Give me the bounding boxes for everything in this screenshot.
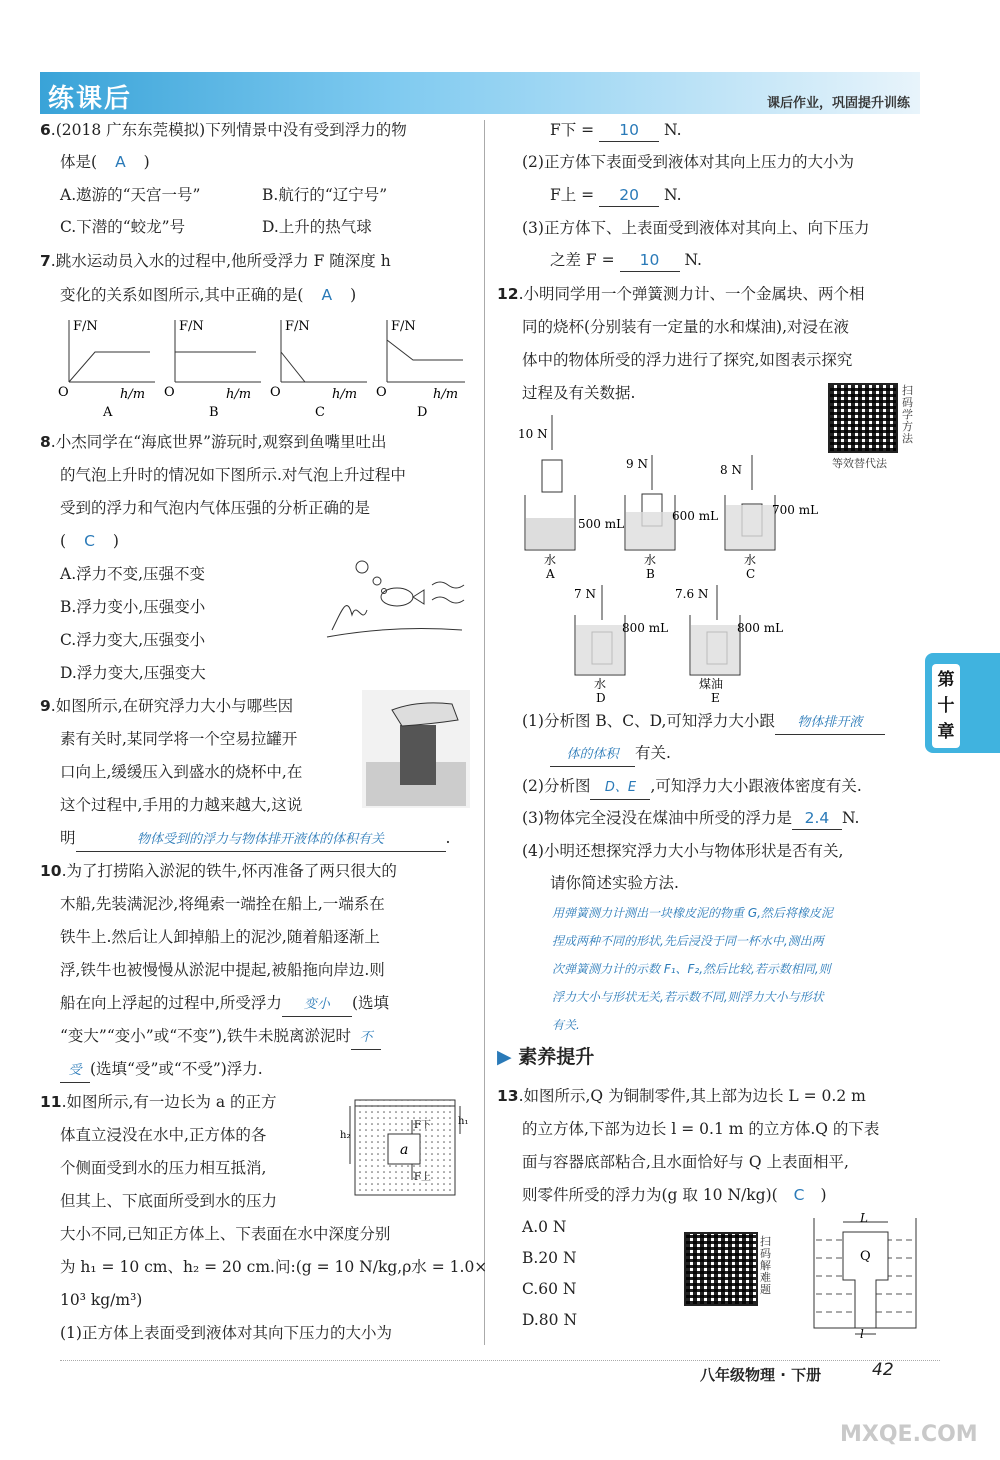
graph-d-xlabel: h/m <box>433 387 459 402</box>
q6-answer: A <box>115 153 126 171</box>
q10-answer2b: 受 <box>60 1060 90 1083</box>
q10-line2: 木船,先装满泥沙,将绳索一端拴在船上,一端系在 <box>60 895 385 913</box>
q12-qr-code[interactable] <box>828 383 898 453</box>
graph-d-origin: O <box>376 385 387 400</box>
footer-rule <box>60 1360 940 1362</box>
chapter-tab-label: 第十章 <box>932 664 960 748</box>
beaker-a-force: 10 N <box>518 427 548 441</box>
q10-answer1: 变小 <box>282 994 352 1017</box>
q13-line4: 则零件所受的浮力为(g 取 10 N/kg)( C ) <box>522 1186 827 1204</box>
graph-a-ylabel: F/N <box>73 319 98 334</box>
q9-line1: 9.如图所示,在研究浮力大小与哪些因 <box>40 697 294 715</box>
q12-line4: 过程及有关数据. <box>522 384 636 402</box>
beaker-c <box>720 455 818 581</box>
q13-option-a: A.0 N <box>522 1218 567 1236</box>
q13-container-figure <box>808 1210 923 1338</box>
q6-option-b: B.航行的“辽宁号” <box>262 186 388 204</box>
q10-line1: 10.为了打捞陷入淤泥的铁牛,怀丙准备了两只很大的 <box>40 862 397 880</box>
graph-d <box>376 319 465 420</box>
q10-line4: 浮,铁牛也被慢慢从淤泥中提起,被船拖向岸边.则 <box>60 961 385 979</box>
q12-qr-label: 扫码学方法 <box>902 384 913 445</box>
q6-line2: 体是( A ) <box>60 153 150 171</box>
fig-q-label: Q <box>860 1249 871 1264</box>
q9-line2: 素有关时,某同学将一个空易拉罐开 <box>60 730 298 748</box>
header-title: 练课后 <box>48 84 133 114</box>
q11-line1: 11.如图所示,有一边长为 a 的正方 <box>40 1093 277 1111</box>
q12-line3: 体中的物体所受的浮力进行了探究,如图表示探究 <box>522 351 853 369</box>
q11-line4: 但其上、下底面所受到水的压力 <box>60 1192 278 1210</box>
q13-qr-label: 扫码解难题 <box>760 1235 771 1296</box>
q12-answer1a: 物体排开液 <box>775 712 885 735</box>
q11-line6: 为 h₁ = 10 cm、h₂ = 20 cm.问:(g = 10 N/kg,ρ水 = 1.0× <box>60 1258 488 1276</box>
q12-line1: 12.小明同学用一个弹簧测力计、一个金属块、两个相 <box>497 285 865 303</box>
graph-c <box>270 319 367 420</box>
fig-h2: h₂ <box>340 1130 351 1141</box>
beaker-d-label: D <box>596 691 606 705</box>
section-title: ▶ 素养提升 <box>497 1046 595 1068</box>
q11-r3-line: (3)正方体下、上表面受到液体对其向上、向下压力 <box>522 219 870 237</box>
graph-a-origin: O <box>58 385 69 400</box>
q11-answer3: 10 <box>620 249 680 272</box>
q11-answer1: 10 <box>599 119 659 142</box>
q13-option-d: D.80 N <box>522 1311 578 1329</box>
can-in-beaker-figure <box>362 690 470 808</box>
beaker-b <box>625 455 718 581</box>
q12-answer3: 2.4 <box>792 807 842 830</box>
q8-option-a: A.浮力不变,压强不变 <box>60 565 206 583</box>
beaker-e-volume: 800 mL <box>737 621 784 635</box>
q12-s2: (2)分析图 D、E ,可知浮力大小跟液体密度有关. <box>522 775 862 800</box>
graph-b-origin: O <box>164 385 175 400</box>
beaker-c-force: 8 N <box>720 463 742 477</box>
graph-c-ylabel: F/N <box>285 319 310 334</box>
q8-option-c: C.浮力变大,压强变小 <box>60 631 206 649</box>
q13-line2: 的立方体,下部为边长 l = 0.1 m 的立方体.Q 的下表 <box>522 1120 880 1138</box>
q8-option-b: B.浮力变小,压强变小 <box>60 598 206 616</box>
fig-h1: h₁ <box>458 1116 469 1127</box>
q6-option-a: A.遨游的“天宫一号” <box>60 186 201 204</box>
graph-a <box>58 319 155 420</box>
q12-s1: (1)分析图 B、C、D,可知浮力大小跟 物体排开液 <box>522 710 885 735</box>
q12-s1b: 体的体积 有关. <box>550 742 671 767</box>
q13-answer: C <box>793 1186 805 1204</box>
fish-bubbles-figure <box>322 555 472 645</box>
q6-line1: 6.(2018 广东东莞模拟)下列情景中没有受到浮力的物 <box>40 121 407 139</box>
q13-option-c: C.60 N <box>522 1280 577 1298</box>
beaker-e-liquid: 煤油 <box>699 677 724 691</box>
beaker-b-force: 9 N <box>626 457 648 471</box>
q7-line2: 变化的关系如图所示,其中正确的是( A ) <box>60 286 357 304</box>
beaker-e-force: 7.6 N <box>675 587 709 601</box>
q6-option-d: D.上升的热气球 <box>262 218 372 236</box>
beaker-e-label: E <box>711 691 720 705</box>
q6-option-c: C.下潜的“蛟龙”号 <box>60 218 186 236</box>
beaker-b-volume: 600 mL <box>672 509 719 523</box>
q12-s4-line1: (4)小明还想探究浮力大小与物体形状是否有关, <box>522 842 844 860</box>
graph-a-label: A <box>103 405 113 420</box>
q10-line7: 受 (选填“受”或“不受”)浮力. <box>60 1058 263 1083</box>
q12-answer4-line3: 次弹簧测力计的示数 F₁、F₂,然后比较,若示数相同,则 <box>552 962 831 976</box>
q13-line1: 13.如图所示,Q 为铜制零件,其上部为边长 L = 0.2 m <box>497 1087 866 1105</box>
beaker-d-force: 7 N <box>574 587 596 601</box>
graph-b-label: B <box>209 405 219 420</box>
beaker-a-liquid: 水 <box>544 553 557 567</box>
q7-answer: A <box>321 286 333 304</box>
graph-b-ylabel: F/N <box>179 319 204 334</box>
q13-line3: 面与容器底部粘合,且水面恰好与 Q 上表面相平, <box>522 1153 849 1171</box>
graph-c-origin: O <box>270 385 281 400</box>
beaker-b-label: B <box>646 567 655 581</box>
q12-answer4-line1: 用弹簧测力计测出一块橡皮泥的物重 G,然后将橡皮泥 <box>552 906 833 920</box>
fig-force-top: F下 <box>414 1120 431 1131</box>
fig-L-label: L <box>860 1211 868 1225</box>
graph-d-label: D <box>417 405 428 420</box>
q12-s3: (3)物体完全浸没在煤油中所受的浮力是 2.4 N. <box>522 807 859 830</box>
q8-line3: 受到的浮力和气泡内气体压强的分析正确的是 <box>60 499 371 517</box>
q8-line1: 8.小杰同学在“海底世界”游玩时,观察到鱼嘴里吐出 <box>40 433 387 451</box>
q13-option-b: B.20 N <box>522 1249 577 1267</box>
q8-line2: 的气泡上升时的情况如下图所示.对气泡上升过程中 <box>60 466 406 484</box>
q11-r2-line: (2)正方体下表面受到液体对其向上压力的大小为 <box>522 153 854 171</box>
q8-answer: C <box>84 532 95 550</box>
footer-book-title: 八年级物理 · 下册 <box>700 1366 822 1384</box>
q12-qr-caption: 等效替代法 <box>832 457 887 470</box>
beaker-a <box>518 415 624 581</box>
q12-s4-line2: 请你简述实验方法. <box>550 874 679 892</box>
q11-r3: 之差 F = 10 N. <box>550 249 702 272</box>
q10-line3: 铁牛上.然后让人卸掉船上的泥沙,随着船逐渐上 <box>60 928 380 946</box>
beaker-a-label: A <box>546 567 555 581</box>
q11-line5: 大小不同,已知正方体上、下表面在水中深度分别 <box>60 1225 391 1243</box>
graph-b-xlabel: h/m <box>226 387 252 402</box>
q11-line7: 10³ kg/m³) <box>60 1291 143 1309</box>
header-slogan: 课后作业，巩固提升训练 <box>766 96 910 111</box>
q10-answer2a: 不 <box>351 1027 381 1050</box>
q12-answer4-line5: 有关. <box>552 1018 580 1032</box>
q11-answer2: 20 <box>599 184 659 207</box>
beaker-d <box>574 585 668 705</box>
beaker-a-volume: 500 mL <box>578 517 625 531</box>
q11-line8: (1)正方体上表面受到液体对其向下压力的大小为 <box>60 1324 392 1342</box>
graph-c-xlabel: h/m <box>332 387 358 402</box>
graph-b <box>164 319 261 420</box>
section-arrow-icon: ▶ <box>497 1046 512 1068</box>
q9-line5: 明 物体受到的浮力与物体排开液体的体积有关 . <box>60 827 450 852</box>
beaker-d-volume: 800 mL <box>622 621 669 635</box>
beaker-e <box>675 585 783 705</box>
graph-d-ylabel: F/N <box>391 319 416 334</box>
q11-line2: 体直立浸没在水中,正方体的各 <box>60 1126 267 1144</box>
q9-answer: 物体受到的浮力与物体排开液体的体积有关 <box>76 829 446 852</box>
q10-line6: “变大”“变小”或“不变”),铁牛未脱离淤泥时 不 <box>60 1025 381 1050</box>
q12-answer4-line2: 捏成两种不同的形状,先后浸没于同一杯水中,测出两 <box>552 934 824 948</box>
q8-line4: ( C ) <box>60 532 119 550</box>
q12-beakers-figure <box>510 410 830 710</box>
beaker-b-liquid: 水 <box>644 553 657 567</box>
page-number: 42 <box>872 1360 894 1380</box>
q7-line1: 7.跳水运动员入水的过程中,他所受浮力 F 随深度 h <box>40 252 391 270</box>
q11-r2: F上 = 20 N. <box>550 184 682 207</box>
q10-line5: 船在向上浮起的过程中,所受浮力 变小 (选填 <box>60 992 389 1017</box>
column-divider <box>484 120 485 1345</box>
q11-r1: F下 = 10 N. <box>550 119 682 142</box>
fig-cube-label: a <box>400 1142 409 1158</box>
q9-line4: 这个过程中,手用的力越来越大,这说 <box>60 796 303 814</box>
q13-qr-code[interactable] <box>684 1232 758 1306</box>
q12-answer1b: 体的体积 <box>550 744 635 767</box>
q9-line3: 口向上,缓缓压入到盛水的烧杯中,在 <box>60 763 303 781</box>
graph-a-xlabel: h/m <box>120 387 146 402</box>
beaker-d-liquid: 水 <box>594 677 607 691</box>
watermark: MXQE.COM <box>840 1422 978 1447</box>
fig-l-label: l <box>860 1327 864 1338</box>
q12-line2: 同的烧杯(分别装有一定量的水和煤油),对浸在液 <box>522 318 850 336</box>
beaker-c-label: C <box>746 567 756 581</box>
beaker-c-liquid: 水 <box>744 553 757 567</box>
q7-graphs <box>55 312 465 422</box>
q12-answer2: D、E <box>590 777 650 800</box>
beaker-c-volume: 700 mL <box>772 503 819 517</box>
q11-line3: 个侧面受到水的压力相互抵消, <box>60 1159 267 1177</box>
q12-answer4-line4: 浮力大小与形状无关,若示数不同,则浮力大小与形状 <box>552 990 824 1004</box>
q8-option-d: D.浮力变大,压强变大 <box>60 664 206 682</box>
fig-force-bottom: F上 <box>414 1172 431 1183</box>
cube-in-water-figure <box>340 1092 470 1200</box>
graph-c-label: C <box>315 405 325 420</box>
